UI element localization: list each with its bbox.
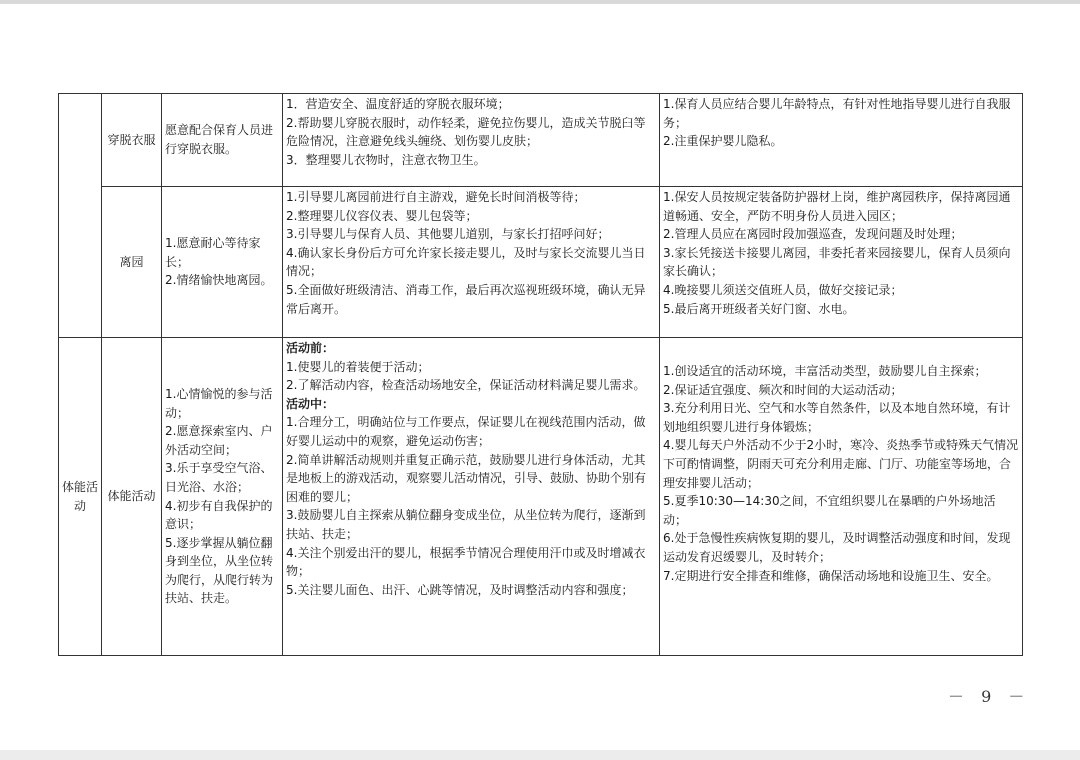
table-row xyxy=(59,94,1023,187)
measure-item: 3.引导婴儿与保育人员、其他婴儿道别，与家长打招呼问好； xyxy=(286,227,610,242)
measure-item: 4.确认家长身份后方可允许家长接走婴儿，及时与家长交流婴儿当日情况； xyxy=(286,245,646,279)
goal-item: 1.心情愉悦的参与活动； xyxy=(165,386,273,420)
measures-cell xyxy=(283,187,660,338)
measure-item: 1.使婴儿的着装便于活动； xyxy=(286,359,430,374)
goals-cell xyxy=(162,187,283,338)
measure-item: 5.关注婴儿面色、出汗、心跳等情况，及时调整活动内容和强度； xyxy=(286,582,634,597)
goals-cell xyxy=(162,94,283,187)
measure-item: 4.关注个别爱出汗的婴儿，根据季节情况合理使用汗巾或及时增减衣物； xyxy=(286,545,646,579)
goal-item: 4.初步有自我保护的意识； xyxy=(165,498,273,532)
subcategory-cell: 穿脱衣服 xyxy=(102,94,162,187)
goal-item: 5.逐步掌握从躺位翻身到坐位，从坐位转为爬行，从爬行转为扶站、扶走。 xyxy=(165,535,274,606)
measure-item: 3.鼓励婴儿自主探索从躺位翻身变成坐位，从坐位转为爬行，逐渐到扶站、扶走； xyxy=(286,508,646,541)
requirement-item: 5.夏季10:30—14:30之间，不宜组织婴儿在暴晒的户外场地活动； xyxy=(663,494,996,527)
requirement-item: 3.家长凭接送卡接婴儿离园，非委托者来园接婴儿，保育人员须向家长确认； xyxy=(663,245,1011,279)
requirement-item: 5.最后离开班级者关好门窗、水电。 xyxy=(663,301,855,316)
requirement-item: 2.注重保护婴儿隐私。 xyxy=(663,134,783,149)
requirement-item: 2.保证适宜强度、频次和时间的大运动活动； xyxy=(663,382,903,397)
goal-item: 2.情绪愉快地离园。 xyxy=(165,273,273,288)
before-activity-heading: 活动前： xyxy=(286,341,335,355)
requirement-item: 2.管理人员应在离园时段加强巡查，发现问题及时处理； xyxy=(663,227,963,242)
requirements-cell xyxy=(660,94,1023,187)
care-guidelines-table xyxy=(58,93,1023,656)
category-cell: 体能活动 xyxy=(59,338,102,656)
requirement-item: 3.充分利用日光、空气和水等自然条件，以及本地自然环境，有计划地组织婴儿进行身体锻炼； xyxy=(663,401,1011,434)
measure-item: 2.了解活动内容，检查活动场地安全，保证活动材料满足婴儿需求。 xyxy=(286,378,646,393)
goal-item: 1.愿意耐心等待家长； xyxy=(165,236,261,269)
table-row xyxy=(59,338,1023,656)
page-number: － 9 － xyxy=(948,687,1031,706)
requirement-item: 4.晚接婴儿须送交值班人员，做好交接记录； xyxy=(663,282,903,297)
goal-item: 愿意配合保育人员进行穿脱衣服。 xyxy=(165,123,274,156)
requirement-item: 1.创设适宜的活动环境，丰富活动类型，鼓励婴儿自主探索； xyxy=(663,364,987,378)
measure-item: 2.整理婴儿仪容仪表、婴儿包袋等； xyxy=(286,208,478,223)
measure-item: 2.简单讲解活动规则并重复正确示范，鼓励婴儿进行身体活动，尤其是地板上的游戏活动，观察婴儿活动情况，引导、鼓励、协助个别有困难的婴儿； xyxy=(286,452,647,504)
subcategory-cell: 离园 xyxy=(102,187,162,338)
measure-item: 5.全面做好班级清洁、消毒工作，最后再次巡视班级环境，确认无异常后离开。 xyxy=(286,282,646,316)
measure-item: 1.引导婴儿离园前进行自主游戏，避免长时间消极等待； xyxy=(286,190,586,204)
goal-item: 3.乐于享受空气浴、日光浴、水浴； xyxy=(165,461,273,494)
subcategory-cell: 体能活动 xyxy=(102,338,162,656)
requirement-item: 1.保安人员按规定装备防护器材上岗，维护离园秩序，保持离园通道畅通、安全，严防不明身份人员进入园区； xyxy=(663,190,1011,223)
during-activity-heading: 活动中： xyxy=(286,396,335,411)
measures-cell xyxy=(283,94,660,187)
category-cell-empty xyxy=(59,94,102,338)
measure-item: 1.合理分工，明确站位与工作要点，保证婴儿在视线范围内活动，做好婴儿运动中的观察，避免运动伤害； xyxy=(286,415,646,448)
goal-item: 2.愿意探索室内、户外活动空间； xyxy=(165,424,273,457)
requirement-item: 4.婴儿每天户外活动不少于2小时，寒冷、炎热季节或特殊天气情况下可酌情调整，阴雨天可充分利用走廊、门厅、功能室等场地，合理安排婴儿活动； xyxy=(663,438,1019,490)
measure-item: 1．营造安全、温度舒适的穿脱衣服环境； xyxy=(286,97,510,111)
requirement-item: 6.处于急慢性疾病恢复期的婴儿，及时调整活动强度和时间，发现运动发育迟缓婴儿，及时转介； xyxy=(663,531,1011,564)
requirement-item: 1.保育人员应结合婴儿年龄特点，有针对性地指导婴儿进行自我服务； xyxy=(663,97,1011,130)
measures-cell xyxy=(283,338,660,656)
goals-cell xyxy=(162,338,283,656)
requirements-cell xyxy=(660,338,1023,656)
requirements-cell xyxy=(660,187,1023,338)
requirement-item: 7.定期进行安全排查和维修，确保活动场地和设施卫生、安全。 xyxy=(663,568,999,583)
table-row xyxy=(59,187,1023,338)
measure-item: 2.帮助婴儿穿脱衣服时，动作轻柔，避免拉伤婴儿，造成关节脱臼等危险情况，注意避免线头缠绕、划伤婴儿皮肤； xyxy=(286,115,646,149)
page-top-edge xyxy=(0,0,1080,4)
measure-item: 3．整理婴儿衣物时，注意衣物卫生。 xyxy=(286,152,486,167)
page-bottom-edge xyxy=(0,750,1080,760)
